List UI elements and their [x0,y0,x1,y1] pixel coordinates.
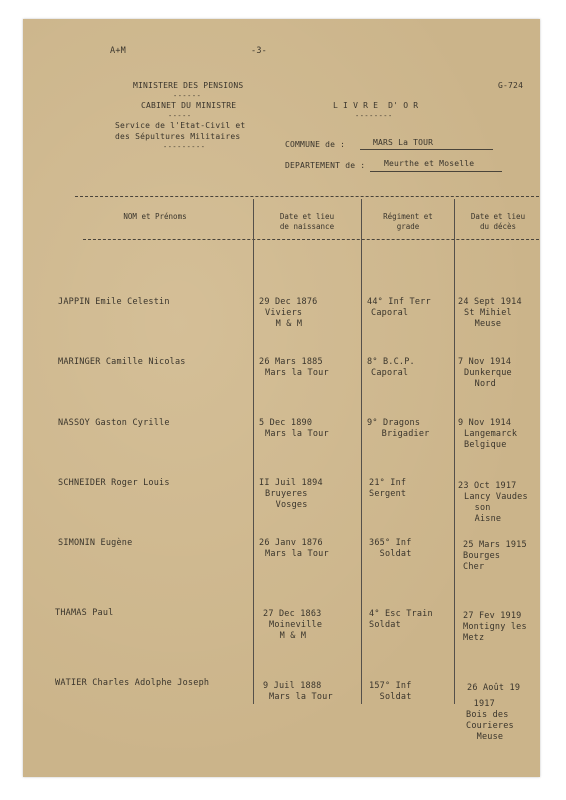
row-birth-place: Mars la Tour [269,692,333,702]
row-death-place-2: Courieres [466,721,514,731]
commune-value: MARS La TOUR [373,138,434,147]
column-header-birth: Date et lieu de naissance [279,212,335,231]
column-header-death: Date et lieu du décès [470,212,526,231]
row-regiment: 4° Esc Train [369,609,433,619]
column-divider-2 [361,199,362,704]
row-birth-date: 5 Dec 1890 [259,418,313,428]
departement-label: DEPARTEMENT de : [285,161,366,170]
column-divider-3 [454,199,455,704]
row-birth-place: Mars la Tour [265,549,329,559]
row-regiment: 44° Inf Terr [367,297,431,307]
row-death-dept: Meuse [466,732,504,742]
row-name: WATIER Charles Adolphe Joseph [55,678,210,688]
column-header-regiment: Régiment et grade [383,212,433,231]
service-line-1: Service de l'Etat-Civil et [115,121,246,130]
row-death-dept: Nord [464,379,496,389]
row-birth-dept: M & M [269,631,307,641]
row-name: NASSOY Gaston Cyrille [58,418,170,428]
row-death-dept: Meuse [464,319,502,329]
row-death-date: 23 Oct 1917 [458,481,517,491]
departement-underline [370,171,502,172]
row-birth-place: Moineville [269,620,323,630]
row-birth-date: 9 Juil 1888 [263,681,322,691]
row-grade: Sergent [369,489,407,499]
row-birth-place: Mars la Tour [265,429,329,439]
commune-underline [360,149,493,150]
row-death-place: Bourges [463,551,501,561]
row-death-place: Langemarck [464,429,518,439]
row-name: MARINGER Camille Nicolas [58,357,186,367]
row-death-date: 7 Nov 1914 [458,357,512,367]
row-grade: Soldat [369,549,412,559]
row-birth-date: 26 Janv 1876 [259,538,323,548]
row-death-year: 1917 [463,699,495,709]
ministry-title: MINISTERE DES PENSIONS [133,81,244,90]
row-birth-date: II Juil 1894 [259,478,323,488]
row-regiment: 9° Dragons [367,418,421,428]
row-regiment: 21° Inf [369,478,407,488]
row-birth-place: Bruyeres [265,489,308,499]
row-regiment: 157° Inf [369,681,412,691]
row-death-date: 9 Nov 1914 [458,418,512,428]
row-grade: Caporal [371,308,409,318]
row-birth-place: Viviers [265,308,303,318]
row-death-dept: Belgique [464,440,507,450]
document-page [23,19,540,777]
row-birth-dept: M & M [265,319,303,329]
book-title: L I V R E D' O R [333,101,419,110]
row-grade: Caporal [371,368,409,378]
row-regiment: 8° B.C.P. [367,357,415,367]
cabinet-title: CABINET DU MINISTRE [141,101,237,110]
row-death-date: 26 Août 19 [467,683,521,693]
row-death-date: 25 Mars 1915 [463,540,527,550]
row-grade: Soldat [369,620,401,630]
page-number: -3- [251,46,267,56]
initials: A+M [110,46,126,56]
row-birth-date: 27 Dec 1863 [263,609,322,619]
row-death-date: 27 Fev 1919 [463,611,522,621]
row-regiment: 365° Inf [369,538,412,548]
row-birth-date: 29 Dec 1876 [259,297,318,307]
ministry-underline: ------ [173,92,202,100]
row-death-place: Bois des [466,710,509,720]
column-header-name: NOM et Prénoms [123,212,187,221]
departement-value: Meurthe et Moselle [384,159,475,168]
service-line-2: des Sépultures Militaires [115,132,241,141]
cabinet-underline: ----- [168,112,192,120]
commune-label: COMMUNE de : [285,140,346,149]
column-divider-1 [253,199,254,704]
reference-code: G-724 [498,81,524,90]
row-name: JAPPIN Emile Celestin [58,297,170,307]
row-name: SIMONIN Eugène [58,538,133,548]
service-underline: --------- [163,143,206,151]
row-death-date: 24 Sept 1914 [458,297,522,307]
row-birth-date: 26 Mars 1885 [259,357,323,367]
table-top-rule [75,196,539,197]
book-title-underline: -------- [355,112,393,120]
row-death-dept: Aisne [464,514,502,524]
row-death-place: Dunkerque [464,368,512,378]
row-name: SCHNEIDER Roger Louis [58,478,170,488]
row-grade: Brigadier [371,429,430,439]
row-death-place: St Mihiel [464,308,512,318]
row-name: THAMAS Paul [55,608,114,618]
row-death-dept: Cher [463,562,485,572]
row-death-place: Montigny les [463,622,527,632]
row-birth-dept: Vosges [265,500,308,510]
row-death-dept: Metz [463,633,485,643]
row-death-place: Lancy Vaudes [464,492,528,502]
table-header-rule [83,239,539,240]
row-birth-place: Mars la Tour [265,368,329,378]
row-grade: Soldat [369,692,412,702]
row-death-place-2: son [464,503,491,513]
